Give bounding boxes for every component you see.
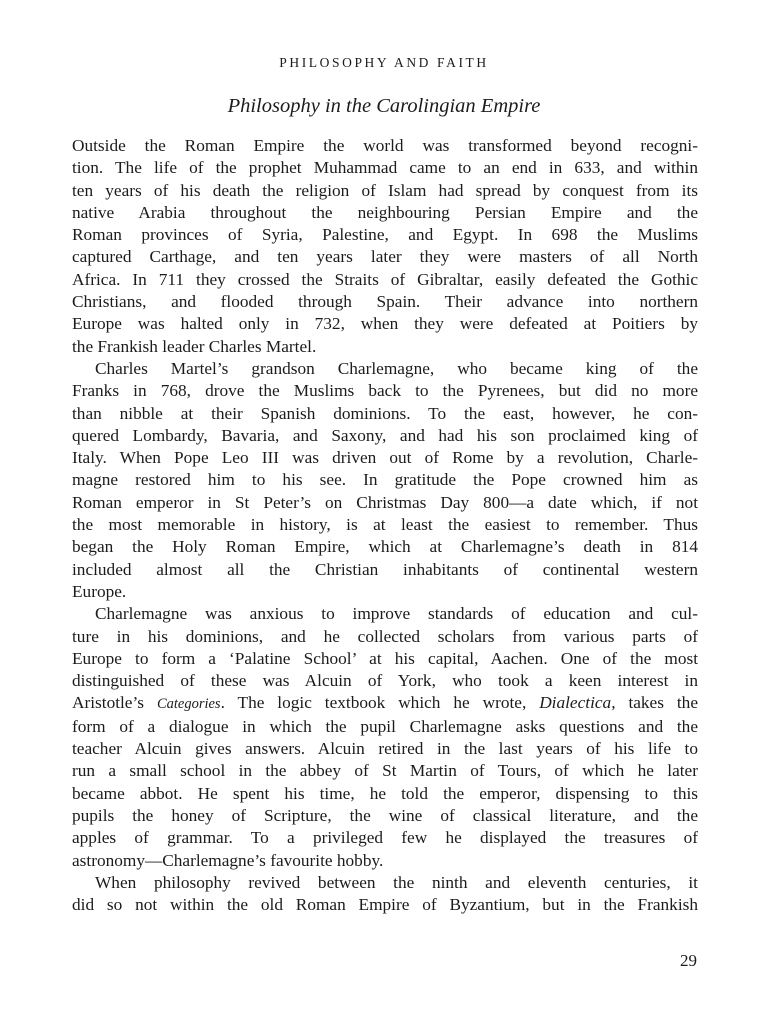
- running-head: PHILOSOPHY AND FAITH: [279, 55, 489, 70]
- text-line: apples of grammar. To a privileged few he displayed the treasures of: [72, 828, 698, 848]
- text-line: magne restored him to his see. In gratitude the Pope crowned him as: [72, 470, 698, 490]
- book-title-categories: Categories: [156, 696, 221, 713]
- text-line: Charlemagne was anxious to improve standards of education and cul-: [95, 604, 698, 624]
- paragraph-1: [72, 135, 698, 358]
- text-line: pupils the honey of Scripture, the wine of classical literature, and the: [72, 805, 698, 825]
- text-line: teacher Alcuin gives answers. Alcuin retired in the last years of his life to: [72, 739, 698, 759]
- body-text: [72, 135, 698, 916]
- text-line: Europe was halted only in 732, when they were defeated at Poitiers by: [72, 314, 698, 334]
- book-title-dialectica: Dialectica: [539, 693, 612, 713]
- text-line: tion. The life of the prophet Muhammad came to an end in 633, and within: [72, 158, 698, 178]
- text-line: captured Carthage, and ten years later they were masters of all North: [72, 247, 698, 267]
- text-line: did so not within the old Roman Empire of Byzantium, but in the Frankish: [72, 895, 698, 915]
- paragraph-3: [72, 603, 698, 872]
- text-line: Italy. When Pope Leo III was driven out of Rome by a revolution, Charle-: [72, 448, 698, 468]
- text-line: run a small school in the abbey of St Martin of Tours, of which he later: [72, 761, 698, 781]
- text-line: ture in his dominions, and he collected scholars from various parts of: [72, 626, 698, 646]
- text-line: became abbot. He spent his time, he told the emperor, dispensing to this: [72, 783, 698, 803]
- text-line: Outside the Roman Empire the world was transformed beyond recogni-: [72, 136, 698, 155]
- text-line: Roman emperor in St Peter’s on Christmas Day 800—a date which, if not: [72, 492, 698, 512]
- text-line: Franks in 768, drove the Muslims back to the Pyrenees, but did no more: [72, 381, 698, 401]
- section-title: Philosophy in the Carolingian Empire: [227, 95, 541, 117]
- text-line: Europe.: [72, 581, 127, 601]
- text-line: Europe to form a ‘Palatine School’ at his capital, Aachen. One of the most: [72, 648, 698, 668]
- paragraph-4: [72, 872, 698, 917]
- text-line: Africa. In 711 they crossed the Straits of Gibraltar, easily defeated the Gothic: [72, 269, 698, 289]
- text-line: included almost all the Christian inhabitants of continental western: [72, 559, 698, 579]
- text-line: form of a dialogue in which the pupil Charlemagne asks questions and the: [72, 716, 698, 736]
- text-line: astronomy—Charlemagne’s favourite hobby.: [72, 850, 384, 870]
- text-line: quered Lombardy, Bavaria, and Saxony, and had his son proclaimed king of: [72, 425, 698, 445]
- text-line-with-titles: [72, 692, 698, 715]
- text-line: When philosophy revived between the ninth and eleventh centuries, it: [95, 872, 698, 892]
- text-line: began the Holy Roman Empire, which at Charlemagne’s death in 814: [72, 537, 698, 557]
- paragraph-2: [72, 358, 698, 603]
- text-run: Aristotle’s: [72, 693, 157, 713]
- text-line: the Frankish leader Charles Martel.: [72, 336, 317, 356]
- text-line: native Arabia throughout the neighbouring Persian Empire and the: [72, 202, 698, 222]
- text-run: , takes the: [611, 693, 698, 713]
- text-line: Christians, and flooded through Spain. Their advance into northern: [72, 292, 698, 312]
- text-run: . The logic textbook which he wrote,: [220, 693, 540, 713]
- text-line: Charles Martel’s grandson Charlemagne, who became king of the: [95, 358, 698, 378]
- page-number: 29: [680, 951, 697, 970]
- text-line: distinguished of these was Alcuin of York, who took a keen interest in: [72, 671, 698, 691]
- text-line: ten years of his death the religion of Islam had spread by conquest from its: [72, 180, 698, 200]
- text-line: the most memorable in history, is at least the easiest to remember. Thus: [72, 515, 698, 535]
- text-line: Roman provinces of Syria, Palestine, and Egypt. In 698 the Muslims: [72, 225, 698, 245]
- text-line: than nibble at their Spanish dominions. To the east, however, he con-: [72, 403, 698, 423]
